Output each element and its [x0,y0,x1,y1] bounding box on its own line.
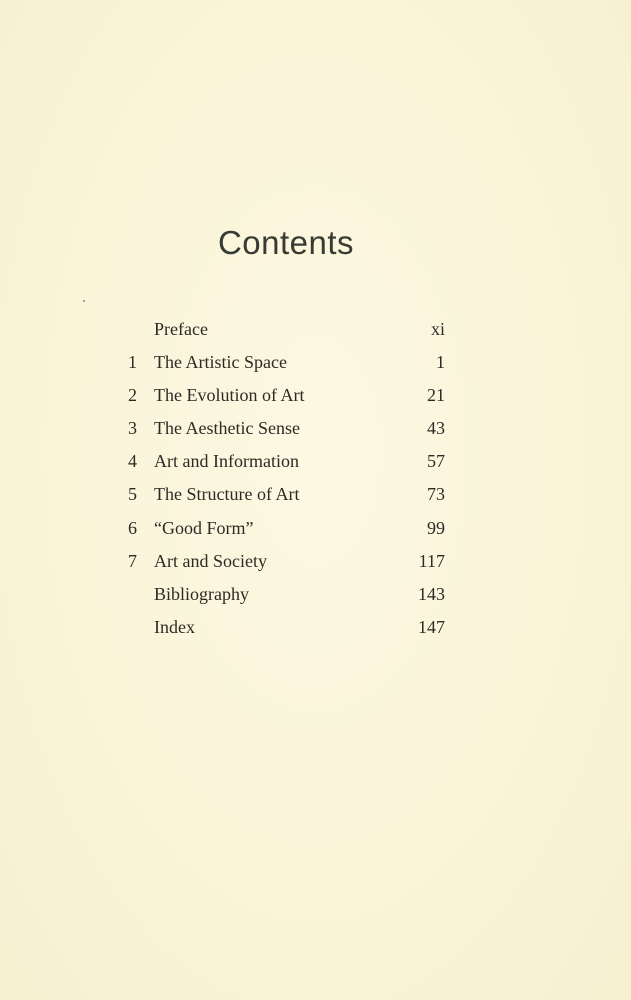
page-number: 117 [418,550,445,571]
chapter-number: 4 [128,451,137,472]
toc-entry-chapter-4 [0,448,631,481]
chapter-number: 6 [128,517,137,538]
chapter-number: 1 [128,352,137,373]
page-number: 73 [427,484,445,505]
table-of-contents [0,316,631,647]
toc-entry-index [0,614,631,647]
toc-entry-chapter-7 [0,548,631,581]
paper-speck [83,300,85,302]
chapter-title: Art and Information [154,451,299,472]
contents-heading: Contents [217,224,355,261]
chapter-title: Art and Society [154,550,267,571]
chapter-title: The Aesthetic Sense [154,418,300,439]
chapter-title: The Structure of Art [154,484,300,505]
chapter-title: Bibliography [154,583,249,604]
page-number: 147 [418,616,445,637]
toc-entry-chapter-5 [0,481,631,514]
chapter-number: 7 [128,550,137,571]
page-number: 143 [418,583,445,604]
page-number: 1 [436,352,445,373]
chapter-title: Preface [154,319,208,339]
page-number: 43 [427,418,445,439]
page-number: 21 [427,385,445,406]
toc-entry-chapter-2 [0,382,631,415]
chapter-number: 5 [128,484,137,505]
toc-entry-chapter-3 [0,415,631,448]
page-number: 57 [427,451,445,472]
chapter-number: 2 [128,385,137,406]
chapter-title: The Evolution of Art [154,385,305,406]
chapter-number: 3 [128,418,137,439]
toc-entry-bibliography [0,581,631,614]
chapter-title: Index [154,616,195,637]
chapter-title: The Artistic Space [154,352,287,373]
toc-entry-chapter-6 [0,515,631,548]
page-number: xi [430,319,445,339]
page-number: 99 [427,517,445,538]
toc-entry-chapter-1 [0,349,631,382]
chapter-title: “Good Form” [154,517,254,538]
toc-entry-preface [0,316,631,349]
